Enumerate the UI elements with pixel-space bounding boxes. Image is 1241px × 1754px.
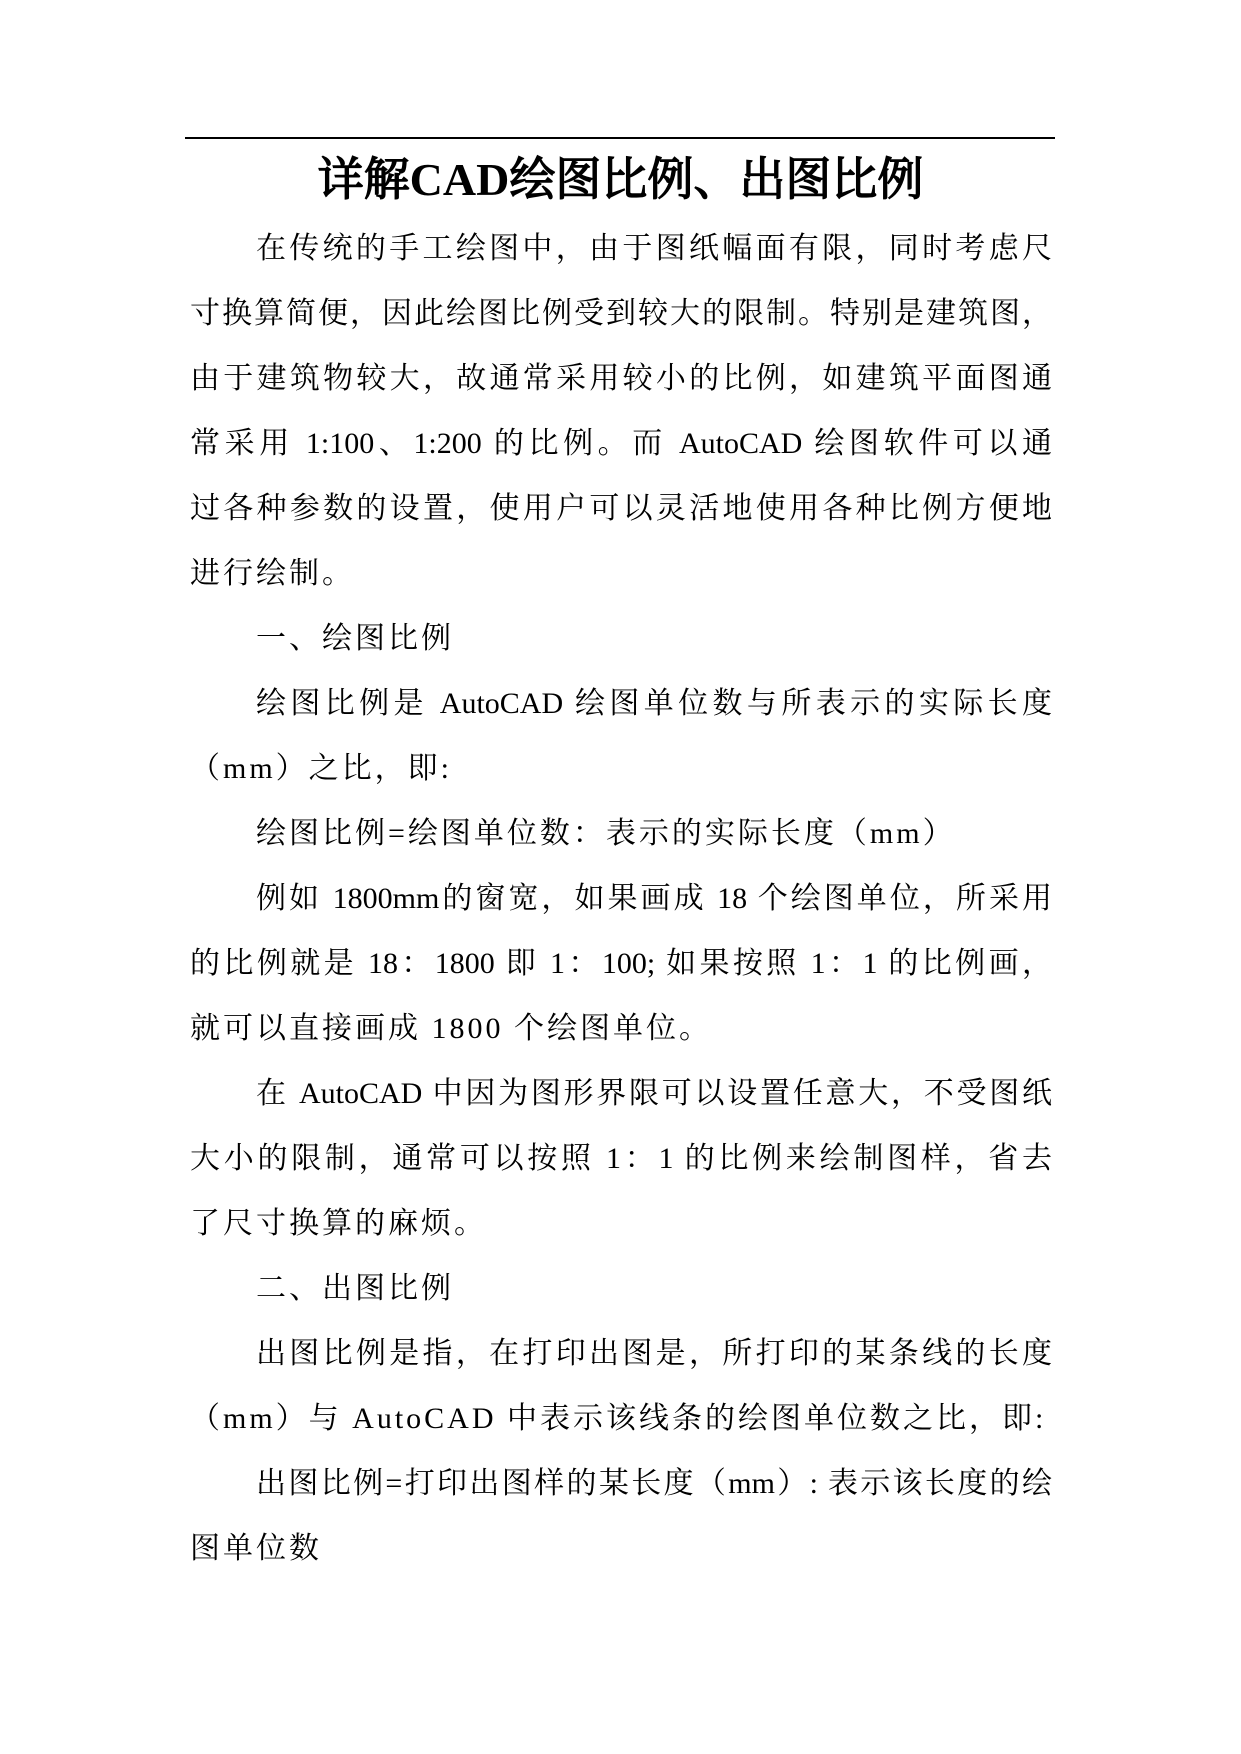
paragraph-plot-scale-definition-line: （mm）与 AutoCAD 中表示该线条的绘图单位数之比，即: [190, 1402, 1047, 1435]
paragraph-intro-line: 寸换算简便，因此绘图比例受到较大的限制。特别是建筑图， [190, 297, 1052, 330]
section-heading-plot-scale: 二、出图比例 [256, 1272, 454, 1305]
paragraph-example-line: 例如 1800mm的窗宽，如果画成 18 个绘图单位，所采用 [256, 882, 1052, 915]
plot-scale-formula-line: 出图比例=打印出图样的某长度（mm）: 表示该长度的绘 [256, 1467, 1052, 1500]
document-body [190, 216, 1052, 1581]
paragraph-intro-line: 在传统的手工绘图中，由于图纸幅面有限，同时考虑尺 [256, 232, 1052, 265]
paragraph-plot-scale-definition-line: 出图比例是指，在打印出图是，所打印的某条线的长度 [256, 1337, 1052, 1370]
paragraph-intro-line: 进行绘制。 [190, 557, 355, 590]
header-rule [185, 137, 1055, 139]
plot-scale-formula-line: 图单位数 [190, 1532, 322, 1565]
paragraph-drawing-scale-definition-line: 绘图比例是 AutoCAD 绘图单位数与所表示的实际长度 [256, 687, 1052, 720]
paragraph-limits-line: 在 AutoCAD 中因为图形界限可以设置任意大，不受图纸 [256, 1077, 1052, 1110]
paragraph-intro-line: 常采用 1:100、1:200 的比例。而 AutoCAD 绘图软件可以通 [190, 427, 1052, 460]
section-heading-drawing-scale: 一、绘图比例 [256, 622, 454, 655]
paragraph-example-line: 的比例就是 18：1800 即 1：100; 如果按照 1：1 的比例画， [190, 947, 1052, 980]
paragraph-example-line: 就可以直接画成 1800 个绘图单位。 [190, 1012, 712, 1045]
paragraph-drawing-scale-definition-line: （mm）之比，即: [190, 752, 453, 785]
paragraph-intro-line: 由于建筑物较大，故通常采用较小的比例，如建筑平面图通 [190, 362, 1052, 395]
document-title: 详解CAD绘图比例、出图比例 [317, 154, 924, 205]
paragraph-limits-line: 了尺寸换算的麻烦。 [190, 1207, 487, 1240]
paragraph-limits-line: 大小的限制，通常可以按照 1：1 的比例来绘制图样，省去 [190, 1142, 1052, 1175]
drawing-scale-formula: 绘图比例=绘图单位数：表示的实际长度（mm） [256, 817, 956, 850]
paragraph-intro-line: 过各种参数的设置，使用户可以灵活地使用各种比例方便地 [190, 492, 1052, 525]
